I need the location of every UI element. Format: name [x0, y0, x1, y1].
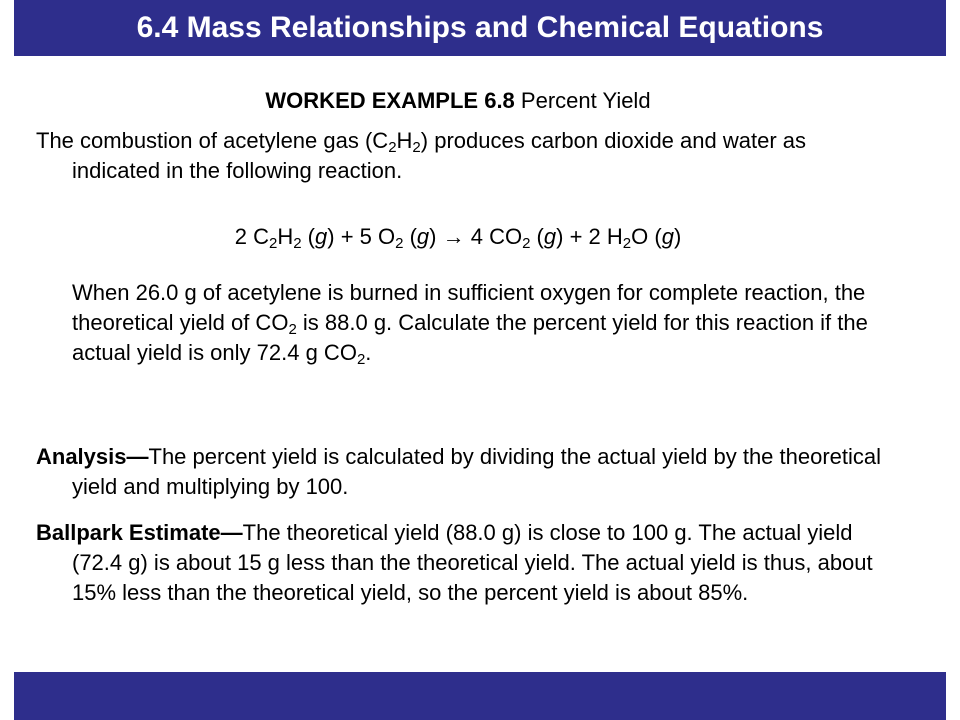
intro-text-3: ) produces carbon dioxide and water as indicated in the following reaction.: [72, 128, 806, 183]
example-label: WORKED EXAMPLE 6.8: [265, 88, 515, 113]
example-topic: Percent Yield: [520, 88, 651, 113]
slide-title: 6.4 Mass Relationships and Chemical Equations: [136, 11, 824, 44]
problem-paragraph: [72, 278, 872, 368]
eq-state: g: [661, 224, 674, 249]
chemical-equation: 2 $C_2H_2$ (g) + 5 $O_2$ (g) → 4 $CO_2$ (g) + 2 $H_2O$ (g): [234, 224, 682, 252]
analysis-paragraph: [36, 442, 886, 502]
eq-sub: 2: [522, 235, 531, 252]
eq-state: g: [315, 224, 328, 249]
example-heading: [0, 86, 916, 116]
eq-term-c2h2: 2 C: [234, 224, 269, 249]
problem-text-1: When 26.0 g of acetylene is burned in sufficient oxygen for complete reaction, the theoretical yield of CO: [72, 280, 866, 335]
ballpark-text: The theoretical yield (88.0 g) is close to 100 g. The actual yield (72.4 g) is about 15 g less than the theoretical yield. The actual yield is thus, about 15% less than the theoretical yield, so the percent yield is about 85%.: [72, 520, 873, 605]
problem-text-3: .: [365, 340, 372, 365]
intro-text-1: The combustion of acetylene gas (C: [36, 128, 389, 153]
eq-term-o2: + 5 O: [334, 224, 396, 249]
problem-text-2: is 88.0 g. Calculate the percent yield for this reaction if the actual yield is only 72.4 g CO: [72, 310, 868, 365]
eq-sub: 2: [268, 235, 278, 252]
ballpark-label: Ballpark Estimate—: [36, 520, 243, 545]
eq-sub: 2: [622, 235, 632, 252]
eq-sub: 2: [395, 235, 404, 252]
ballpark-paragraph: [36, 518, 886, 608]
eq-term-h: H: [277, 224, 294, 249]
eq-term-h2o: + 2 H: [563, 224, 623, 249]
intro-sub-1: 2: [388, 139, 397, 156]
eq-term-o: O: [631, 224, 649, 249]
eq-term-co2: → 4 CO: [436, 224, 523, 249]
intro-text-2: H: [396, 128, 413, 153]
analysis-text: The percent yield is calculated by dividing the actual yield by the theoretical yield and multiplying by 100.: [72, 444, 882, 499]
eq-state: g: [416, 224, 430, 249]
eq-sub: 2: [293, 235, 302, 252]
footer-bar: [14, 672, 946, 720]
intro-sub-2: 2: [412, 139, 421, 156]
intro-paragraph: [36, 126, 886, 186]
problem-sub-1: 2: [288, 321, 297, 338]
problem-sub-2: 2: [356, 351, 366, 368]
eq-state: g: [543, 224, 557, 249]
analysis-label: Analysis—: [36, 444, 149, 469]
